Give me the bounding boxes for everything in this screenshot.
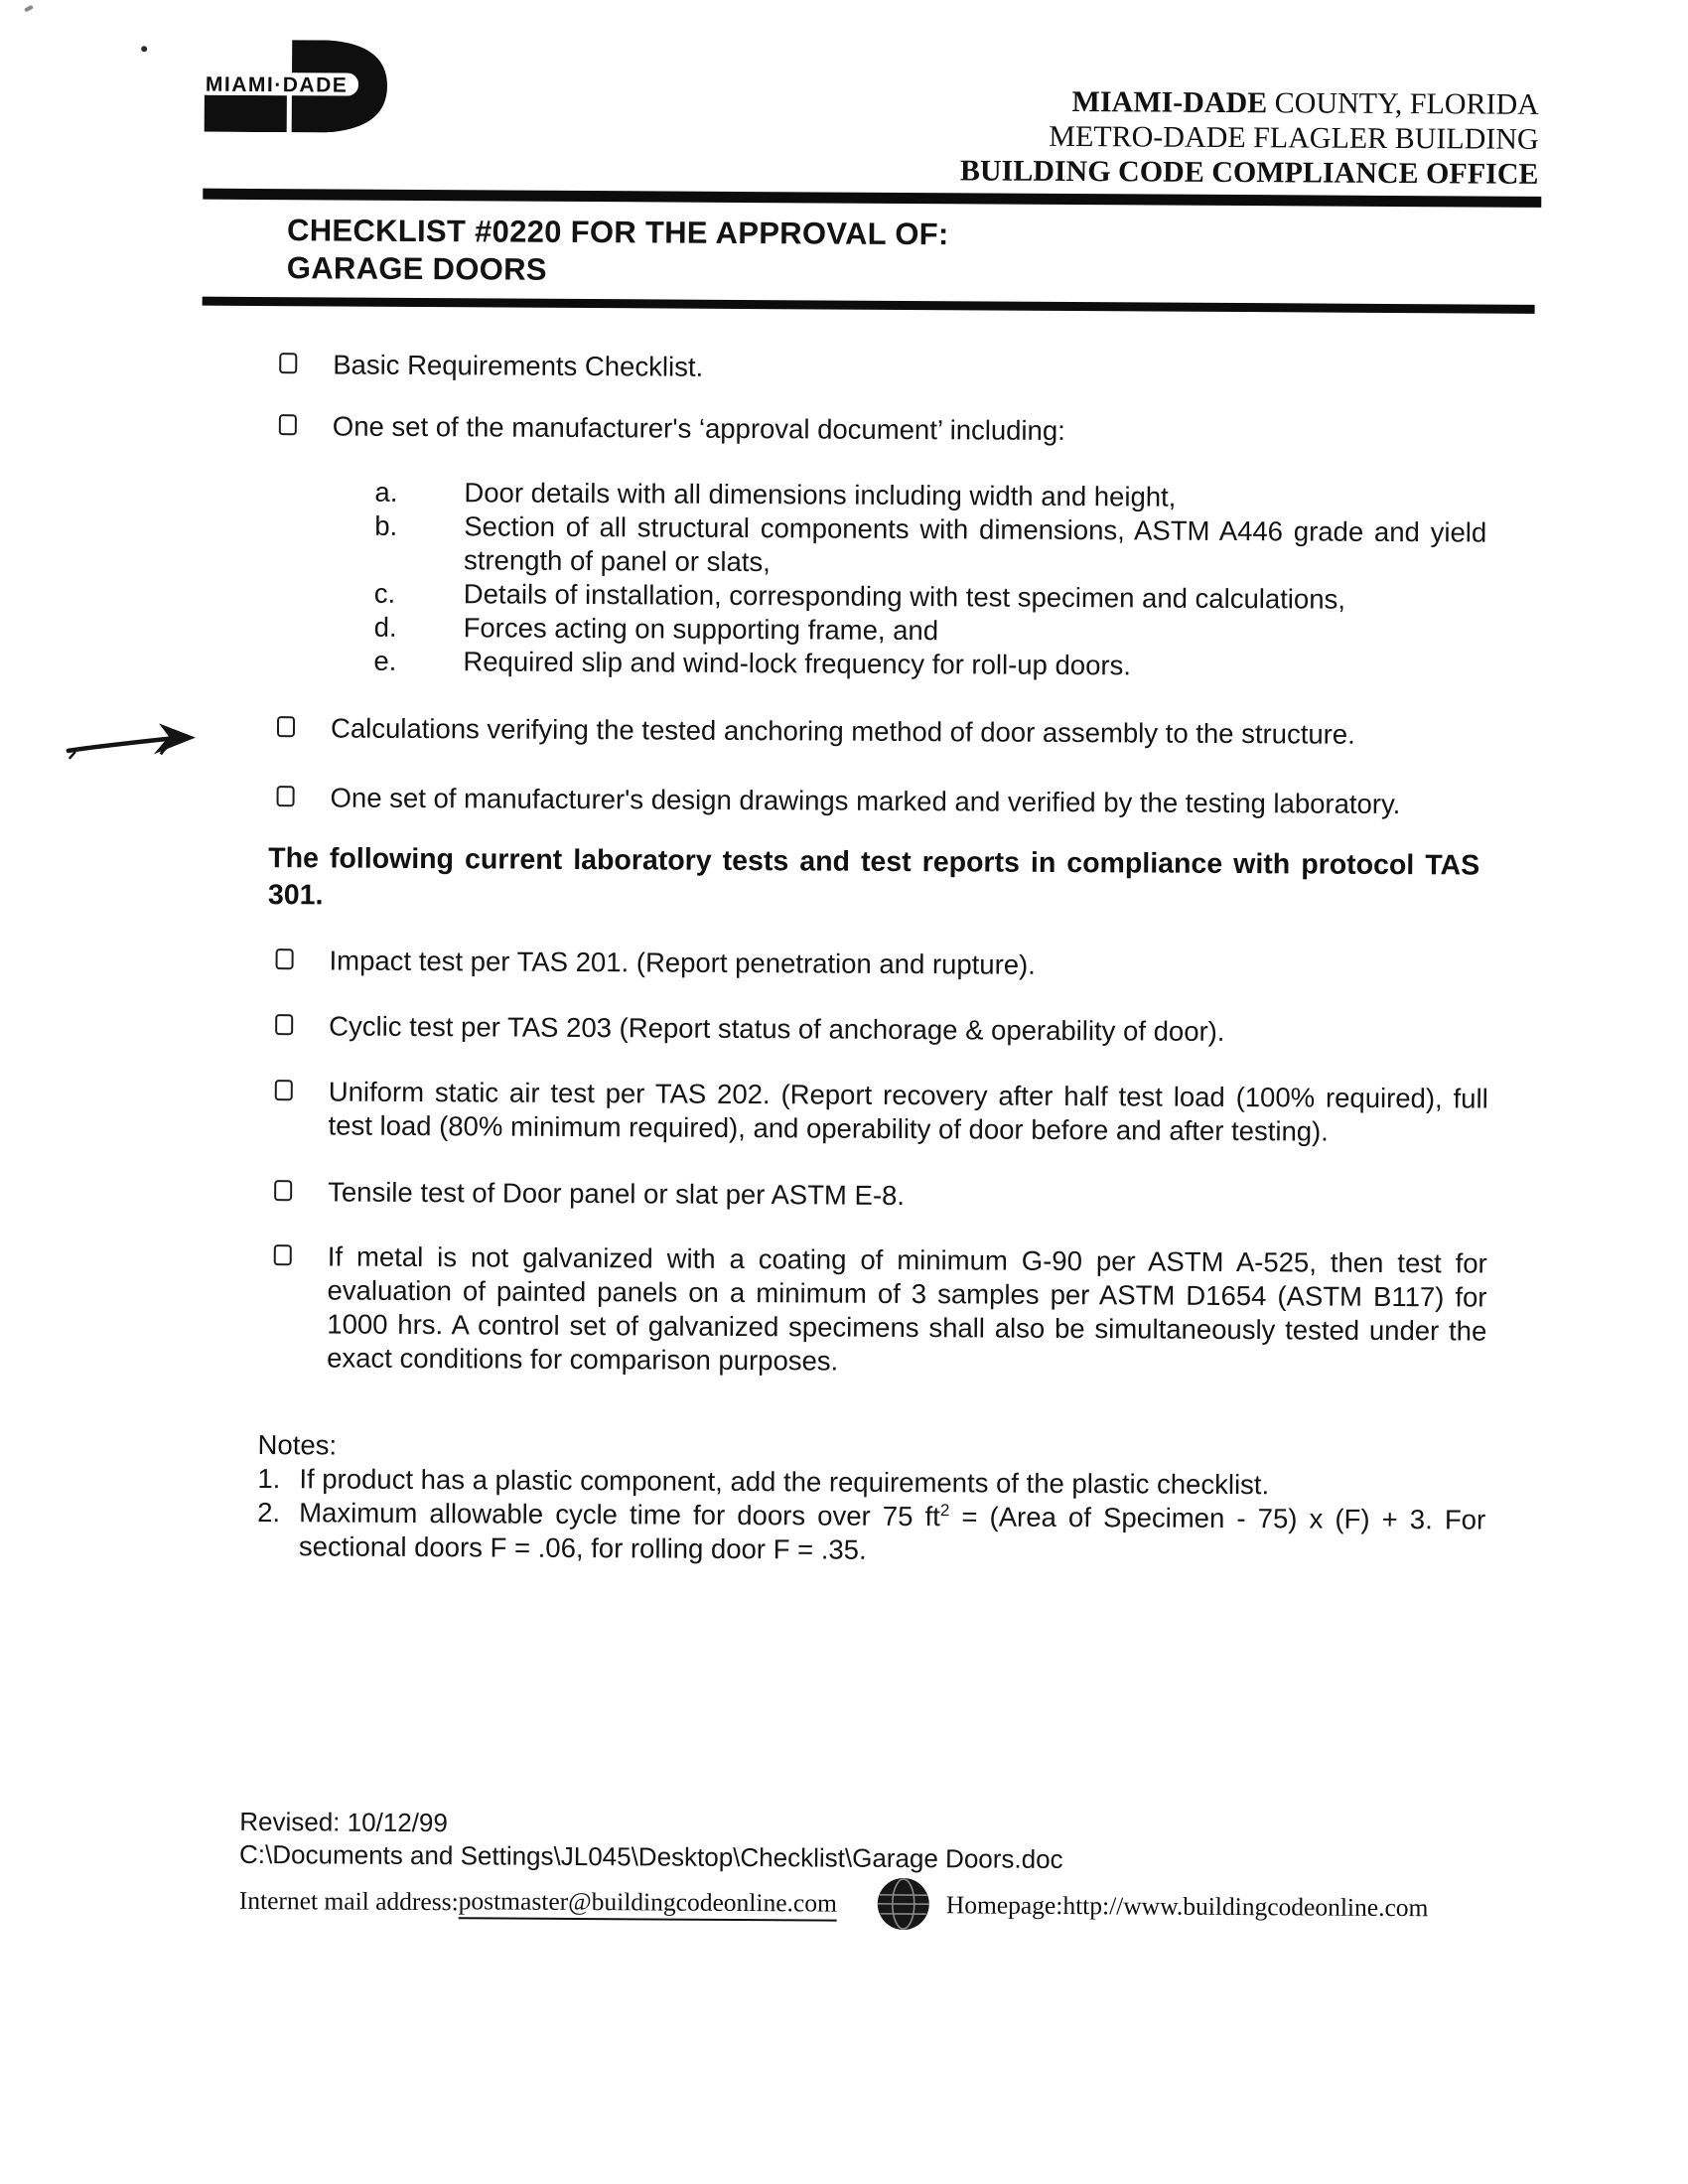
checklist-item xyxy=(197,1175,1487,1217)
hand-drawn-arrow-icon xyxy=(66,720,210,769)
agency-line1 xyxy=(960,83,1539,122)
sub-item-label: c. xyxy=(373,577,396,609)
note-item xyxy=(195,1496,1485,1571)
horizontal-rule xyxy=(203,297,1535,314)
sub-item-list xyxy=(200,475,1491,685)
note-text xyxy=(299,1496,1485,1570)
checklist-item-text: Uniform static air test per TAS 202. (Report recovery after half test load (100% required), full test load (80% minimum required), and operability of door before and after testing). xyxy=(328,1076,1488,1147)
checklist-item xyxy=(199,781,1489,822)
checkbox-icon xyxy=(277,786,295,806)
checklist-item xyxy=(198,944,1488,985)
note2-post: = (Area of Specimen - 75) x (F) + 3. For sectional doors F = .06, for rolling door F = .35. xyxy=(298,1501,1486,1565)
scan-speck-icon xyxy=(141,46,147,52)
agency-line3: BUILDING CODE COMPLIANCE OFFICE xyxy=(959,154,1539,191)
note-number: 2. xyxy=(257,1497,281,1529)
contact-line xyxy=(239,1873,1429,1934)
checklist-item-text: If metal is not galvanized with a coating of minimum G-90 per ASTM A-525, then test for evaluation of painted panels on a minimum of 3 samples per ASTM D1654 (ASTM B117) for 1000 hrs. A control set of galvanized specimens shall also be simultaneously tested under the exact conditions for comparison purposes. xyxy=(327,1240,1487,1377)
checkbox-icon xyxy=(279,353,297,373)
checkbox-icon xyxy=(274,1180,292,1201)
sub-item-label: e. xyxy=(373,645,397,676)
globe-icon xyxy=(877,1877,930,1931)
sub-item-text: Required slip and wind-lock frequency for roll-up doors. xyxy=(463,646,1132,681)
sub-item-text: Section of all structural components with dimensions, ASTM A446 grade and yield strength of panel or slats, xyxy=(463,510,1487,578)
page-title-line2: GARAGE DOORS xyxy=(286,250,547,287)
mail-label: Internet mail address: xyxy=(238,1885,459,1916)
document-footer xyxy=(239,1806,1429,1934)
miami-dade-d-icon xyxy=(199,40,393,133)
miami-dade-logo xyxy=(199,40,393,133)
agency-line1-regular: COUNTY, FLORIDA xyxy=(1267,86,1539,121)
note-number: 1. xyxy=(257,1463,281,1495)
notes-heading: Notes: xyxy=(257,1429,338,1461)
checklist-item-text: One set of the manufacturer's ‘approval document’ including: xyxy=(332,410,1065,446)
note2-pre: Maximum allowable cycle time for doors over 75 ft xyxy=(299,1497,940,1532)
checklist-body xyxy=(195,348,1492,1571)
agency-line2: METRO-DADE FLAGLER BUILDING xyxy=(1049,119,1539,156)
checklist-item-text: Basic Requirements Checklist. xyxy=(333,349,704,382)
checkbox-icon xyxy=(275,1080,293,1100)
checkbox-icon xyxy=(277,716,295,737)
checklist-item xyxy=(202,409,1492,451)
sub-item-label: a. xyxy=(374,476,398,508)
checklist-item-text: One set of manufacturer's design drawings marked and verified by the testing laboratory. xyxy=(330,782,1401,820)
checklist-item-text: Calculations verifying the tested anchoring method of door assembly to the structure. xyxy=(330,712,1355,750)
page-title xyxy=(287,212,949,291)
horizontal-rule xyxy=(203,189,1541,208)
scan-speck-icon xyxy=(24,5,34,13)
revised-date: Revised: 10/12/99 xyxy=(239,1806,448,1838)
checklist-item xyxy=(200,711,1490,753)
sub-item-label: d. xyxy=(373,611,397,643)
sub-item-label: b. xyxy=(374,510,398,541)
sub-item-text: Details of installation, corresponding with test specimen and calculations, xyxy=(463,578,1346,615)
logo-text: MIAMI·DADE xyxy=(205,73,349,97)
checklist-item-text: Cyclic test per TAS 203 (Report status of anchorage & operability of door). xyxy=(329,1010,1225,1047)
checkbox-icon xyxy=(276,948,294,969)
agency-header xyxy=(960,83,1539,192)
page-title-line1: CHECKLIST #0220 FOR THE APPROVAL OF: xyxy=(286,213,949,252)
file-path: C:\Documents and Settings\JL045\Desktop\Checklist\Garage Doors.doc xyxy=(238,1838,1063,1874)
agency-line1-bold: MIAMI-DADE xyxy=(1071,85,1268,120)
note2-superscript: 2 xyxy=(939,1501,950,1521)
sub-item xyxy=(200,644,1490,685)
checklist-item xyxy=(198,1009,1488,1051)
checklist-item xyxy=(202,348,1492,389)
sub-item-text: Door details with all dimensions including width and height, xyxy=(464,477,1177,512)
homepage-url-link[interactable]: http://www.buildingcodeonline.com xyxy=(1062,1890,1429,1922)
sub-item-text: Forces acting on supporting frame, and xyxy=(463,612,939,647)
checkbox-icon xyxy=(275,1014,293,1035)
checklist-item-text: Impact test per TAS 201. (Report penetration and rupture). xyxy=(329,945,1036,980)
section-heading: The following current laboratory tests and test reports in compliance with protocol TAS 301. xyxy=(267,842,1480,912)
checkbox-icon xyxy=(279,414,297,435)
sub-item xyxy=(201,509,1491,584)
checklist-item xyxy=(196,1239,1487,1383)
checklist-item-text: Tensile test of Door panel or slat per ASTM E-8. xyxy=(328,1176,906,1211)
mail-address-link[interactable]: postmaster@buildingcodeonline.com xyxy=(459,1884,837,1921)
checklist-item xyxy=(197,1075,1487,1150)
homepage-label: Homepage: xyxy=(945,1889,1063,1920)
checkbox-icon xyxy=(274,1244,292,1265)
note-text: If product has a plastic component, add the requirements of the plastic checklist. xyxy=(299,1463,1270,1501)
